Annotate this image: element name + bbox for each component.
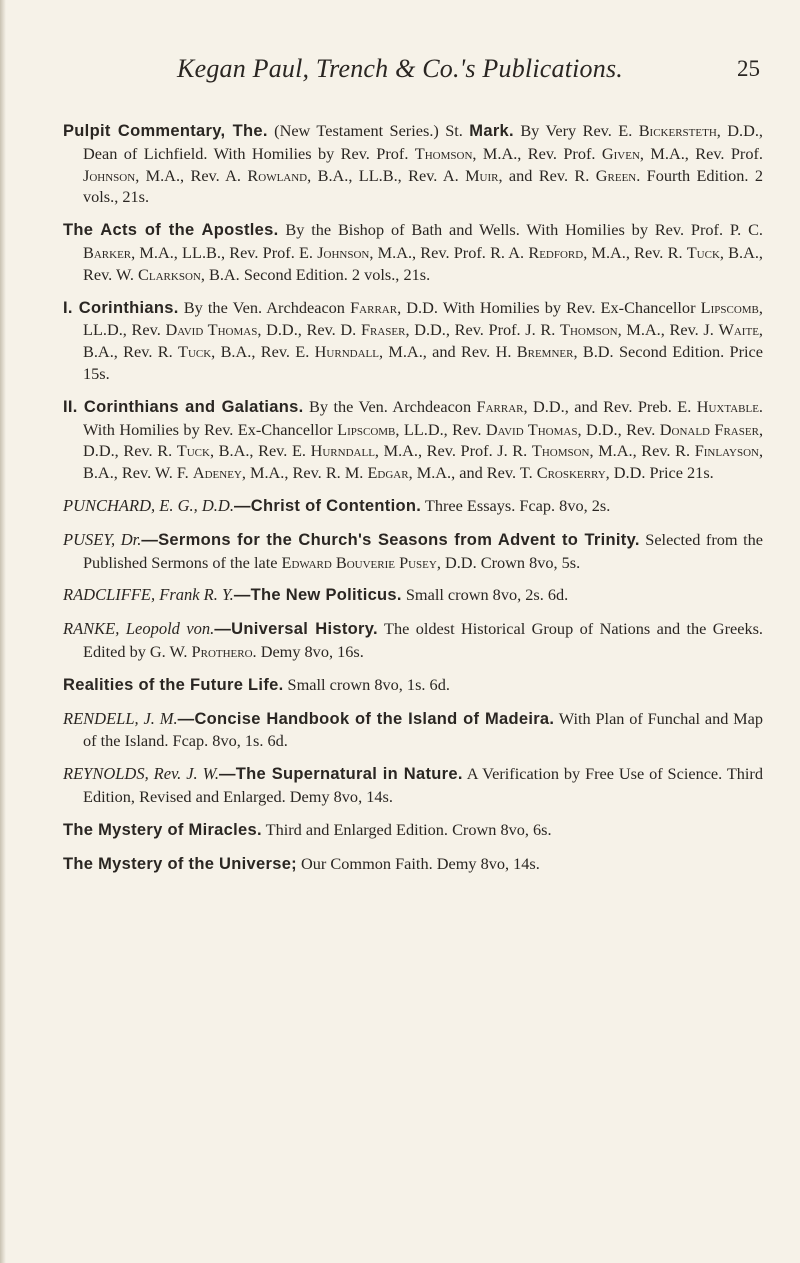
entry-title: —Sermons for the Church's Seasons from Advent to Trinity. <box>141 530 640 549</box>
entry-radcliffe: RADCLIFFE, Frank R. Y.—The New Politicus. Small crown 8vo, 2s. 6d. <box>63 585 569 605</box>
entry-acts: The Acts of the Apostles. By the Bishop of Bath and Wells. With Homilies by Rev. Prof. P. C. Barker, M.A., LL.B., Rev. Prof. E. Johnson, M.A., Rev. Prof. R. A. Redford, M.A., Rev. R. Tuck, B.A., Rev. W. Clarkson, B.A. Second Edition. 2 vols., 21s. <box>63 220 763 284</box>
entry-rendell: RENDELL, J. M.—Concise Handbook of the Island of Madeira. With Plan of Funchal and Map of the Island. Fcap. 8vo, 1s. 6d. <box>63 708 763 751</box>
entry-title: Pulpit Commentary, The. <box>63 122 268 140</box>
page-gutter-shadow <box>0 0 6 1263</box>
entry-title: —Christ of Contention. <box>233 496 422 515</box>
entry-author: PUSEY, Dr. <box>63 529 142 549</box>
entry-realities: Realities of the Future Life. Small crown 8vo, 1s. 6d. <box>63 674 450 694</box>
entry-title: —The New Politicus. <box>233 586 402 605</box>
page-number: 25 <box>737 56 760 81</box>
entry-author: RANKE, Leopold von. <box>63 619 215 639</box>
entry-title: The Mystery of the Universe; <box>63 854 297 873</box>
entry-author: RADCLIFFE, Frank R. Y. <box>63 585 234 605</box>
entry-title: The Acts of the Apostles. <box>63 221 279 240</box>
entry-title: II. Corinthians and Galatians. <box>63 397 304 416</box>
entry-author: RENDELL, J. M. <box>63 708 178 728</box>
entry-author: PUNCHARD, E. G., D.D. <box>63 495 234 515</box>
page-header <box>0 54 800 94</box>
entry-1-corinthians: I. Corinthians. By the Ven. Archdeacon Farrar, D.D. With Homilies by Rev. Ex-Chancellor Lipscomb, LL.D., Rev. David Thomas, D.D., Rev. D. Fraser, D.D., Rev. Prof. J. R. Thomson, M.A., Rev. J. Waite, B.A., Rev. R. Tuck, B.A., Rev. E. Hurndall, M.A., and Rev. H. Bremner, B.D. Second Edition. Price 15s. <box>63 297 764 383</box>
entry-punchard: PUNCHARD, E. G., D.D.—Christ of Contention. Three Essays. Fcap. 8vo, 2s. <box>63 495 611 515</box>
entry-title: —Universal History. <box>214 620 378 639</box>
entry-2-corinthians-galatians: II. Corinthians and Galatians. By the Ven. Archdeacon Farrar, D.D., and Rev. Preb. E. Huxtable. With Homilies by Rev. Ex-Chancellor Lipscomb, LL.D., Rev. David Thomas, D.D., Rev. Donald Fraser, D.D., Rev. R. Tuck, B.A., Rev. E. Hurndall, M.A., Rev. Prof. J. R. Thomson, M.A., Rev. R. Finlayson, B.A., Rev. W. F. Adeney, M.A., Rev. R. M. Edgar, M.A., and Rev. T. Croskerry, D.D. Price 21s. <box>63 396 764 483</box>
entry-mystery-miracles: The Mystery of Miracles. Third and Enlarged Edition. Crown 8vo, 6s. <box>63 819 552 839</box>
entry-title: —Concise Handbook of the Island of Madeira. <box>177 709 555 728</box>
entry-pulpit-mark: Pulpit Commentary, The. (New Testament Series.) St. Mark. By Very Rev. E. Bickersteth, D.D., Dean of Lichfield. With Homilies by Rev. Prof. Thomson, M.A., Rev. Prof. Given, M.A., Rev. Prof. Johnson, M.A., Rev. A. Rowland, B.A., LL.B., Rev. A. Muir, and Rev. R. Green. Fourth Edition. 2 vols., 21s. <box>63 121 764 207</box>
entry-reynolds: REYNOLDS, Rev. J. W.—The Supernatural in Nature. A Verification by Free Use of Science. Third Edition, Revised and Enlarged. Demy 8vo, 14s. <box>63 764 763 806</box>
entry-ranke: RANKE, Leopold von.—Universal History. The oldest Historical Group of Nations and the Greeks. Edited by G. W. Prothero. Demy 8vo, 16s. <box>63 619 763 661</box>
entry-author: REYNOLDS, Rev. J. W. <box>63 764 219 784</box>
entry-pusey: PUSEY, Dr.—Sermons for the Church's Seasons from Advent to Trinity. Selected from the Published Sermons of the late Edward Bouverie Pusey, D.D. Crown 8vo, 5s. <box>63 529 763 572</box>
entry-title: I. Corinthians. <box>63 298 179 317</box>
entry-title: —The Supernatural in Nature. <box>218 765 463 784</box>
catalogue-entries <box>63 120 763 886</box>
entry-mystery-universe: The Mystery of the Universe; Our Common Faith. Demy 8vo, 14s. <box>63 853 540 873</box>
entry-title: Realities of the Future Life. <box>63 675 284 694</box>
entry-title: The Mystery of Miracles. <box>63 820 262 839</box>
running-title: Kegan Paul, Trench & Co.'s Publications. <box>177 54 623 83</box>
